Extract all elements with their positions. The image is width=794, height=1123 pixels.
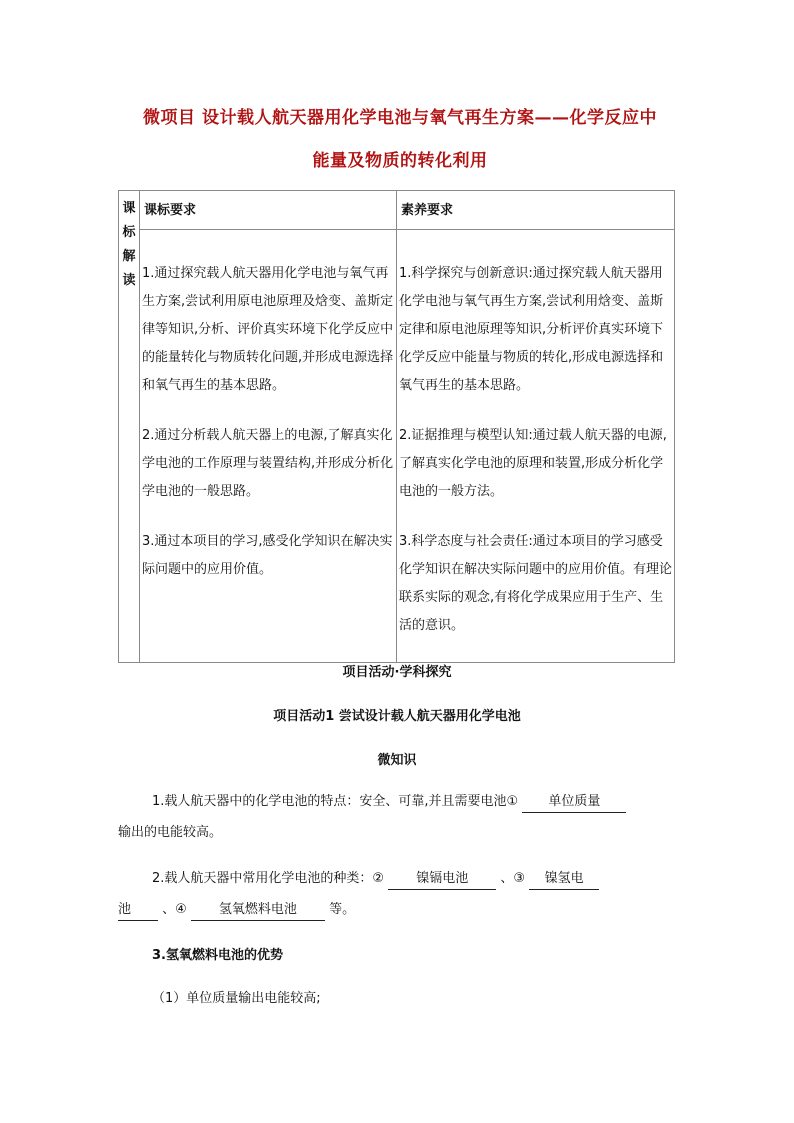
literacy-item: 3.科学态度与社会责任:通过本项目的学习感受化学知识在解决实际问题中的应用价值。有理论联系实际的观念,有将化学成果应用于生产、生活的意识。 <box>399 534 673 633</box>
knowledge-item-2: 2.载人航天器中常用化学电池的种类：② 镍镉电池 、③ 镍氢电 池 、④ 氢氧燃料电池 等。 <box>118 863 678 925</box>
standards-table <box>118 190 675 663</box>
literacy-item: 2.证据推理与模型认知:通过载人航天器的电源,了解真实化学电池的原理和装置,形成分析化学电池的一般方法。 <box>399 428 667 499</box>
table-side-label <box>119 191 140 663</box>
curriculum-item: 2.通过分析载人航天器上的电源,了解真实化学电池的工作原理与装置结构,并形成分析化学电池的一般思路。 <box>142 428 394 499</box>
activity-heading: 项目活动1 尝试设计载人航天器用化学电池 <box>273 709 521 724</box>
answer-blank-3-cont: 池 <box>118 900 158 921</box>
curriculum-item: 3.通过本项目的学习,感受化学知识在解决实际问题中的应用价值。 <box>142 534 393 577</box>
header-literacy-requirements: 素养要求 <box>397 191 675 230</box>
literacy-item: 1.科学探究与创新意识:通过探究载人航天器用化学电池与氧气再生方案,尝试利用焓变、盖斯定律和原电池原理等知识,分析评价真实环境下化学反应中能量与物质的转化,形成电源选择和氧气再生的基本思路。 <box>399 266 664 393</box>
side-char: 解 <box>122 249 136 264</box>
side-char: 读 <box>122 273 136 288</box>
curriculum-item: 1.通过探究载人航天器用化学电池与氧气再生方案,尝试利用原电池原理及焓变、盖斯定律等知识,分析、评价真实环境下化学反应中的能量转化与物质转化问题,并形成电源选择和氧气再生的基本思路。 <box>142 266 394 393</box>
knowledge-item-3-1: （1）单位质量输出电能较高; <box>152 991 321 1006</box>
document-title-line1: 微项目 设计载人航天器用化学电池与氧气再生方案——化学反应中 <box>143 108 657 128</box>
micro-knowledge-heading: 微知识 <box>377 753 417 768</box>
answer-blank-2: 镍镉电池 <box>388 869 496 890</box>
side-char: 课 <box>122 201 136 216</box>
section-heading: 项目活动·学科探究 <box>342 665 452 680</box>
answer-blank-3: 镍氢电 <box>529 869 599 890</box>
curriculum-requirements-cell <box>140 230 397 663</box>
header-curriculum-requirements: 课标要求 <box>140 191 397 230</box>
knowledge-item-3-heading: 3.氢氧燃料电池的优势 <box>152 948 283 963</box>
answer-blank-4: 氢氧燃料电池 <box>191 900 325 921</box>
answer-blank-1: 单位质量 <box>522 792 626 813</box>
side-char: 标 <box>122 225 136 240</box>
document-title-line2: 能量及物质的转化利用 <box>312 151 488 171</box>
knowledge-item-1: 1.载人航天器中的化学电池的特点：安全、可靠,并且需要电池① 单位质量 输出的电能较高。 <box>118 786 678 848</box>
literacy-requirements-cell <box>397 230 675 663</box>
